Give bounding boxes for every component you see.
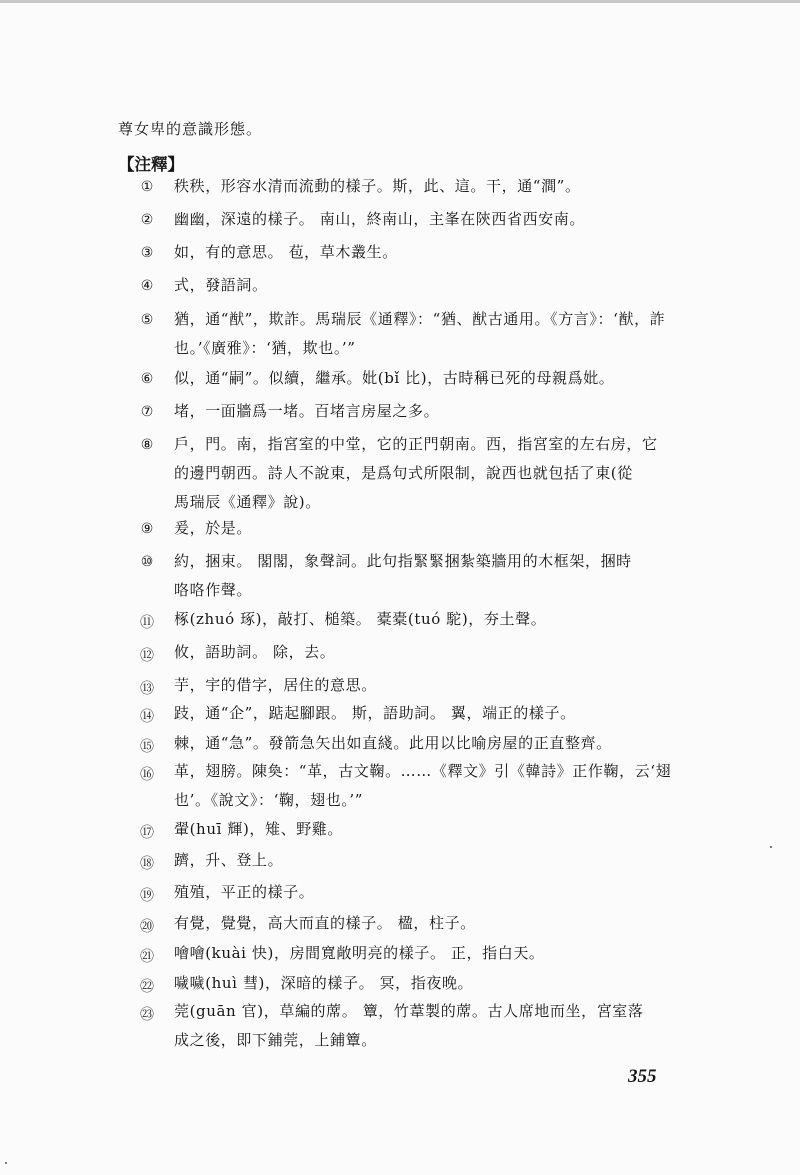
note-number: ⑳ xyxy=(140,919,154,935)
note-text: 芋，宇的借字，居住的意思。 xyxy=(174,676,377,694)
note-text: 噦噦(huì 彗)，深暗的樣子。 冥，指夜晚。 xyxy=(174,974,474,992)
note-number: ⑰ xyxy=(140,825,154,841)
note-text: 如，有的意思。 苞，草木叢生。 xyxy=(174,243,398,261)
page-number: 355 xyxy=(628,1066,657,1087)
scan-speck xyxy=(5,1162,7,1164)
note-number: ⑦ xyxy=(140,404,154,420)
note-text: 幽幽，深遠的樣子。 南山，終南山，主峯在陝西省西安南。 xyxy=(174,210,585,228)
note-number: ⑩ xyxy=(140,554,154,570)
note-text: 殖殖，平正的樣子。 xyxy=(174,883,315,901)
note-number: ㉑ xyxy=(140,949,154,965)
note-text: 椓(zhuó 琢)，敲打、槌築。 橐橐(tuó 駝)，夯土聲。 xyxy=(174,610,547,628)
scan-speck xyxy=(770,846,772,848)
note-text: 棘，通“急”。發箭急矢出如直綫。此用以比喻房屋的正直整齊。 xyxy=(174,734,612,752)
note-number: ㉓ xyxy=(140,1007,154,1023)
note-text: 猶，通“猷”，欺詐。馬瑞辰《通釋》：“猶、猷古通用。《方言》：‘猷，詐 也。’《廣雅》：‘猶，欺也。’” xyxy=(174,310,666,357)
note-text: 戶，門。南，指宮室的中堂，它的正門朝南。西，指宮室的左右房，它 的邊門朝西。詩人不說東，是爲句式所限制，說西也就包括了東(從 馬瑞辰《通釋》說)。 xyxy=(174,435,658,511)
note-text: 躋，升、登上。 xyxy=(174,851,284,869)
note-number: ⑯ xyxy=(140,767,154,783)
note-number: ⑧ xyxy=(140,437,154,453)
note-text: 秩秩，形容水清而流動的樣子。斯，此、這。干，通“澗”。 xyxy=(174,177,581,195)
note-text: 式，發語詞。 xyxy=(174,276,268,294)
note-number: ⑨ xyxy=(140,521,154,537)
note-text: 約，捆束。 閣閣，象聲詞。此句指緊緊捆紮築牆用的木框架，捆時 咯咯作聲。 xyxy=(174,552,632,599)
note-number: ⑥ xyxy=(140,371,154,387)
notes-heading: 【注釋】 xyxy=(118,155,184,174)
note-number: ⑪ xyxy=(140,615,154,631)
note-number: ⑫ xyxy=(140,648,154,664)
note-text: 跂，通“企”，踮起腳跟。 斯，語助詞。 翼，端正的樣子。 xyxy=(174,704,576,722)
note-text: 堵，一面牆爲一堵。百堵言房屋之多。 xyxy=(174,402,440,420)
continued-text-line: 尊女卑的意識形態。 xyxy=(118,120,263,138)
note-text: 翬(huī 輝)，雉、野雞。 xyxy=(174,820,343,838)
note-text: 似，通“嗣”。似續，繼承。妣(bǐ 比)，古時稱已死的母親爲妣。 xyxy=(174,369,615,387)
note-text: 噲噲(kuài 快)，房間寬敞明亮的樣子。 正，指白天。 xyxy=(174,944,545,962)
note-number: ⑭ xyxy=(140,709,154,725)
note-number: ⑬ xyxy=(140,681,154,697)
note-text: 有覺，覺覺，高大而直的樣子。 楹，柱子。 xyxy=(174,914,476,932)
note-number: ㉒ xyxy=(140,979,154,995)
note-number: ③ xyxy=(140,245,154,261)
note-number: ⑤ xyxy=(140,312,154,328)
note-number: ② xyxy=(140,212,154,228)
note-text: 革，翅膀。陳奐：“革，古文鞠。……《釋文》引《韓詩》正作鞠，云‘翅 也’。《說文》：‘鞠，翅也。’” xyxy=(174,762,672,809)
note-number: ④ xyxy=(140,278,154,294)
note-number: ① xyxy=(140,179,154,195)
note-text: 爰，於是。 xyxy=(174,519,253,537)
note-number: ⑮ xyxy=(140,739,154,755)
note-number: ⑱ xyxy=(140,856,154,872)
note-text: 莞(guān 官)，草編的蓆。 簟，竹葦製的蓆。古人席地而坐，宮室落 成之後，即下鋪莞，上鋪簟。 xyxy=(174,1002,644,1049)
note-text: 攸，語助詞。 除，去。 xyxy=(174,643,336,661)
note-number: ⑲ xyxy=(140,888,154,904)
